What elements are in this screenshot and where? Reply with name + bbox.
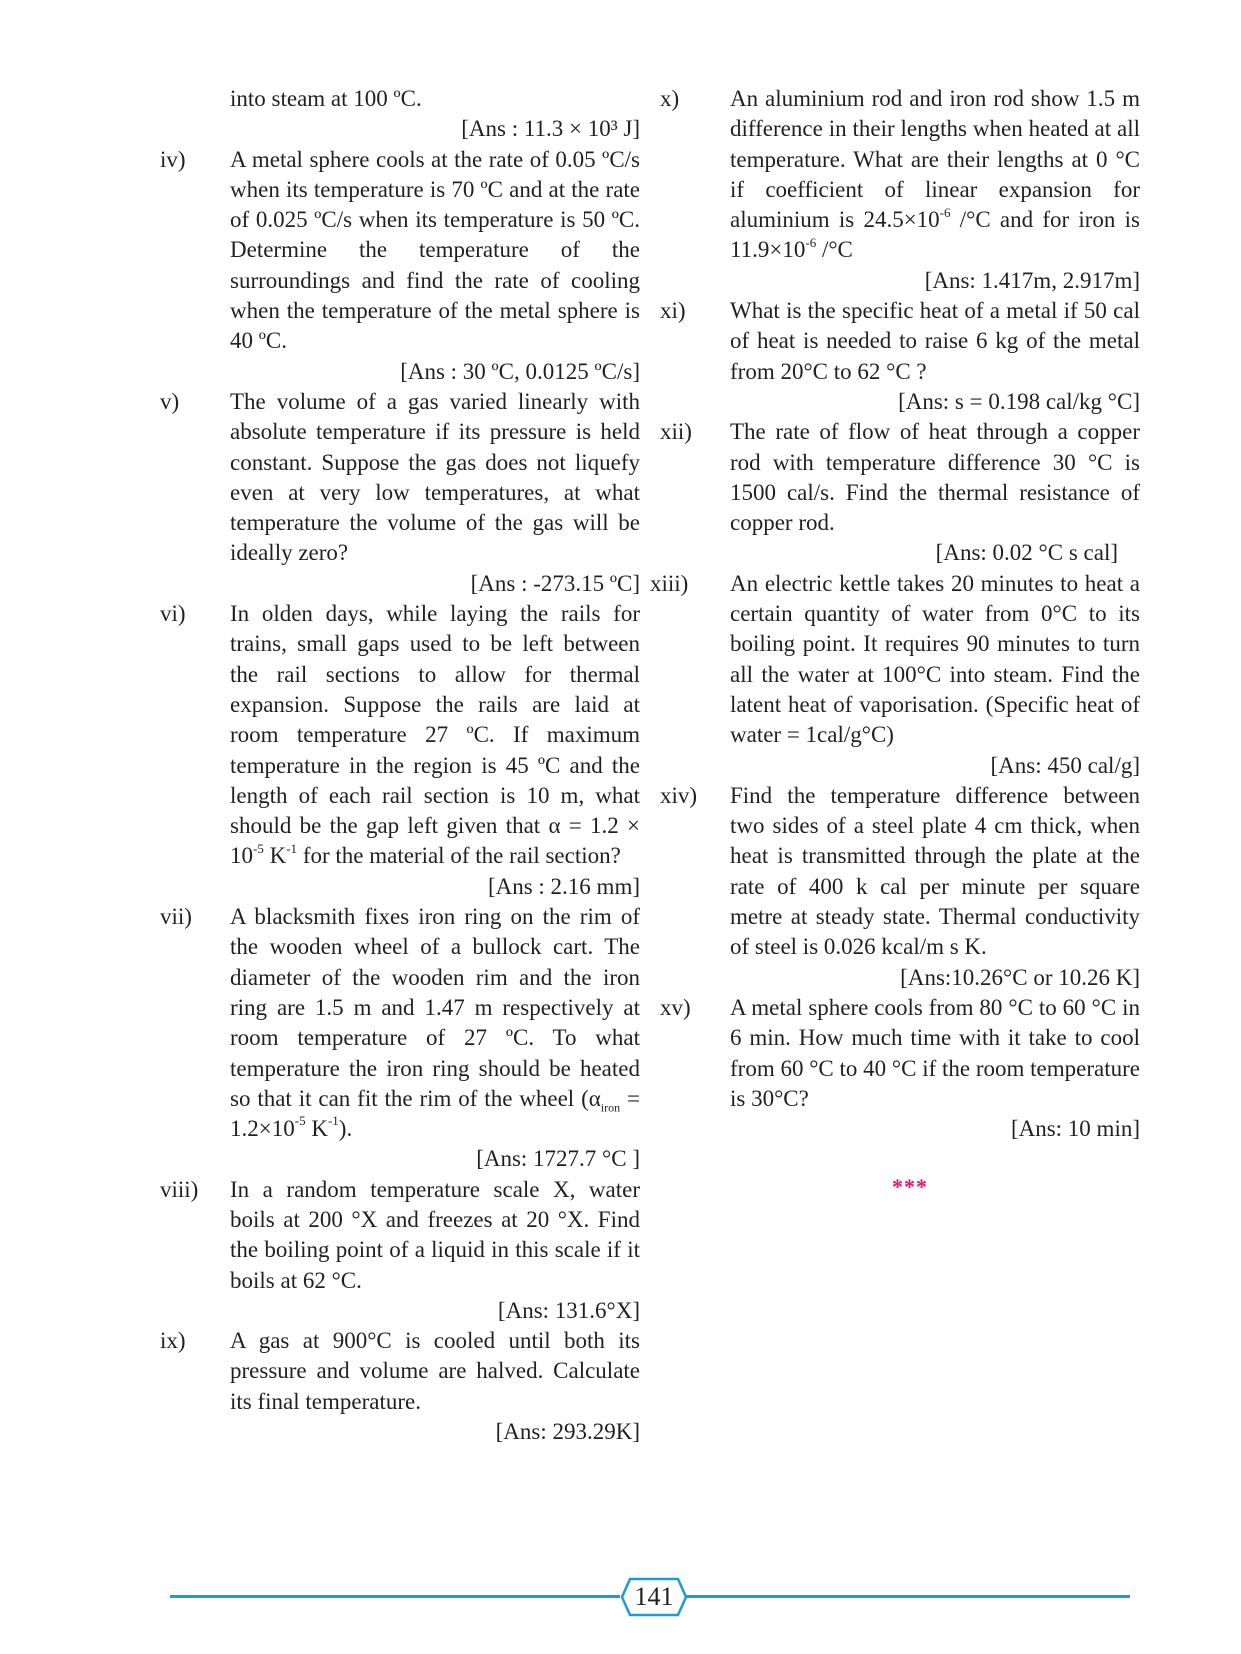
question-xi: [660, 296, 1140, 417]
text-part: for the material of the rail section?: [297, 843, 621, 869]
question-viii: [160, 1175, 640, 1326]
continued-question-text: into steam at 100 ºC.: [230, 86, 422, 111]
text-part: /°C and for iron is 11.9×10: [730, 207, 1140, 263]
text-part: In olden days, while laying the rails for trains, small gaps used to be left between the rail sections to allow for thermal expansion. Suppose the rails are laid at room temperature 27 ºC. If maximum temperature in the region is 45 ºC and the length of each rail section is 10 m, what should be the gap left given that α = 1.2 × 10: [230, 601, 640, 869]
right-column: [650, 84, 1140, 1144]
answer: [Ans: 1727.7 °C ]: [476, 1146, 640, 1172]
subscript: iron: [600, 1100, 621, 1115]
question-v: [160, 387, 640, 599]
question-text: A gas at 900°C is cooled until both its pressure and volume are halved. Calculate its final temperature.: [230, 1328, 640, 1414]
question-xiv: [660, 781, 1140, 993]
answer: [Ans : 30 ºC, 0.0125 ºC/s]: [400, 358, 640, 384]
answer: [Ans: 1.417m, 2.917m]: [924, 267, 1140, 293]
footer-rule-left: [170, 1595, 620, 1598]
question-text: Find the temperature difference between two sides of a steel plate 4 cm thick, when heat is transmitted through the plate at the rate of 400 k cal per minute per square metre at steady state. Thermal conductivity of steel is 0.026 kcal/m s K.: [730, 782, 1140, 960]
answer: [Ans: 10 min]: [1010, 1116, 1140, 1142]
answer: [Ans : -273.15 ºC]: [470, 570, 640, 596]
exponent: -1: [327, 1113, 339, 1129]
text-part: = 1.2×10: [230, 1085, 640, 1142]
exponent: -6: [939, 204, 951, 220]
question-vii: [160, 902, 640, 1175]
question-text: An electric kettle takes 20 minutes to heat a certain quantity of water from 0°C to its boiling point. It requires 90 minutes to turn all the water at 100°C into steam. Find the latent heat of vaporisation. (Specific heat of water = 1cal/g°C): [730, 570, 1140, 748]
exponent: -5: [294, 1113, 306, 1129]
question-text: In a random temperature scale X, water boils at 200 °X and freezes at 20 °X. Find the boiling point of a liquid in this scale if it boils at 62 °C.: [230, 1176, 640, 1293]
text-part: An aluminium rod and iron rod show 1.5 m difference in their lengths when heated at all temperature. What are their lengths at 0 °C if coefficient of linear expansion for aluminium is 24.5×10: [730, 86, 1140, 233]
question-xv: [660, 993, 1140, 1144]
question-number: v): [160, 388, 180, 414]
question-text: What is the specific heat of a metal if 50 cal of heat is needed to raise 6 kg of the metal from 20°C to 62 °C ?: [730, 298, 1140, 384]
answer: [Ans:10.26°C or 10.26 K]: [900, 964, 1140, 990]
question-text: A metal sphere cools at the rate of 0.05 ºC/s when its temperature is 70 ºC and at the rate of 0.025 ºC/s when its temperature is 50 ºC. Determine the temperature of the surroundings and find the rate of cooling when the temperature of the metal sphere is 40 ºC.: [230, 146, 640, 354]
text-part: /°C: [816, 237, 853, 263]
question-text: A metal sphere cools from 80 °C to 60 °C in 6 min. How much time with it take to cool from 60 °C to 40 °C if the room temperature is 30°C?: [730, 994, 1140, 1111]
question-vi: [160, 599, 640, 902]
answer: [Ans : 2.16 mm]: [487, 873, 640, 899]
question-number: xiii): [650, 570, 689, 596]
text-part: K: [263, 843, 287, 869]
question-number: iv): [160, 146, 186, 172]
page-number: 141: [634, 1582, 674, 1611]
text-part: A blacksmith fixes iron ring on the rim of the wooden wheel of a bullock cart. The diameter of the wooden rim and the iron ring are 1.5 m and 1.47 m respectively at room temperature of 27 ºC. To what temperature the iron ring should be heated so that it can fit the rim of the wheel (α: [230, 904, 640, 1111]
question-text: The rate of flow of heat through a copper rod with temperature difference 30 °C is 1500 cal/s. Find the thermal resistance of copper rod.: [730, 419, 1140, 536]
answer: [Ans: 293.29K]: [495, 1419, 640, 1445]
question-x: [660, 84, 1140, 296]
question-number: xiv): [660, 782, 698, 808]
question-iv: [160, 145, 640, 387]
question-number: ix): [160, 1328, 186, 1354]
answer-iii: [Ans : 11.3 × 10³ J]: [461, 116, 640, 142]
exponent: -1: [286, 840, 298, 856]
question-number: vi): [160, 601, 186, 627]
question-number: x): [660, 86, 680, 111]
text-part: K: [305, 1116, 328, 1142]
footer-rule-right: [680, 1595, 1130, 1598]
question-number: xi): [660, 298, 686, 324]
question-ix: [160, 1326, 640, 1447]
question-text: The volume of a gas varied linearly with absolute temperature if its pressure is held constant. Suppose the gas does not liquefy even at very low temperatures, at what temperature the volume of the gas will be ideally zero?: [230, 388, 640, 566]
question-text: [230, 599, 640, 872]
text-part: ).: [338, 1116, 353, 1142]
answer: [Ans: s = 0.198 cal/kg °C]: [898, 388, 1140, 414]
question-text: [730, 84, 1140, 266]
left-column: [160, 84, 640, 1447]
question-number: vii): [160, 904, 192, 930]
exponent: -5: [253, 840, 264, 856]
question-number: xii): [660, 419, 692, 445]
section-end-stars: ***: [892, 1174, 928, 1199]
answer: [Ans: 0.02 °C s cal]: [935, 540, 1118, 566]
question-number: viii): [160, 1176, 199, 1202]
question-xiii: [650, 569, 1140, 781]
answer: [Ans: 450 cal/g]: [990, 752, 1140, 778]
exponent: -6: [805, 234, 817, 250]
question-text: [230, 902, 640, 1144]
question-xii: [660, 417, 1140, 568]
answer: [Ans: 131.6°X]: [497, 1297, 640, 1323]
question-number: xv): [660, 994, 691, 1020]
